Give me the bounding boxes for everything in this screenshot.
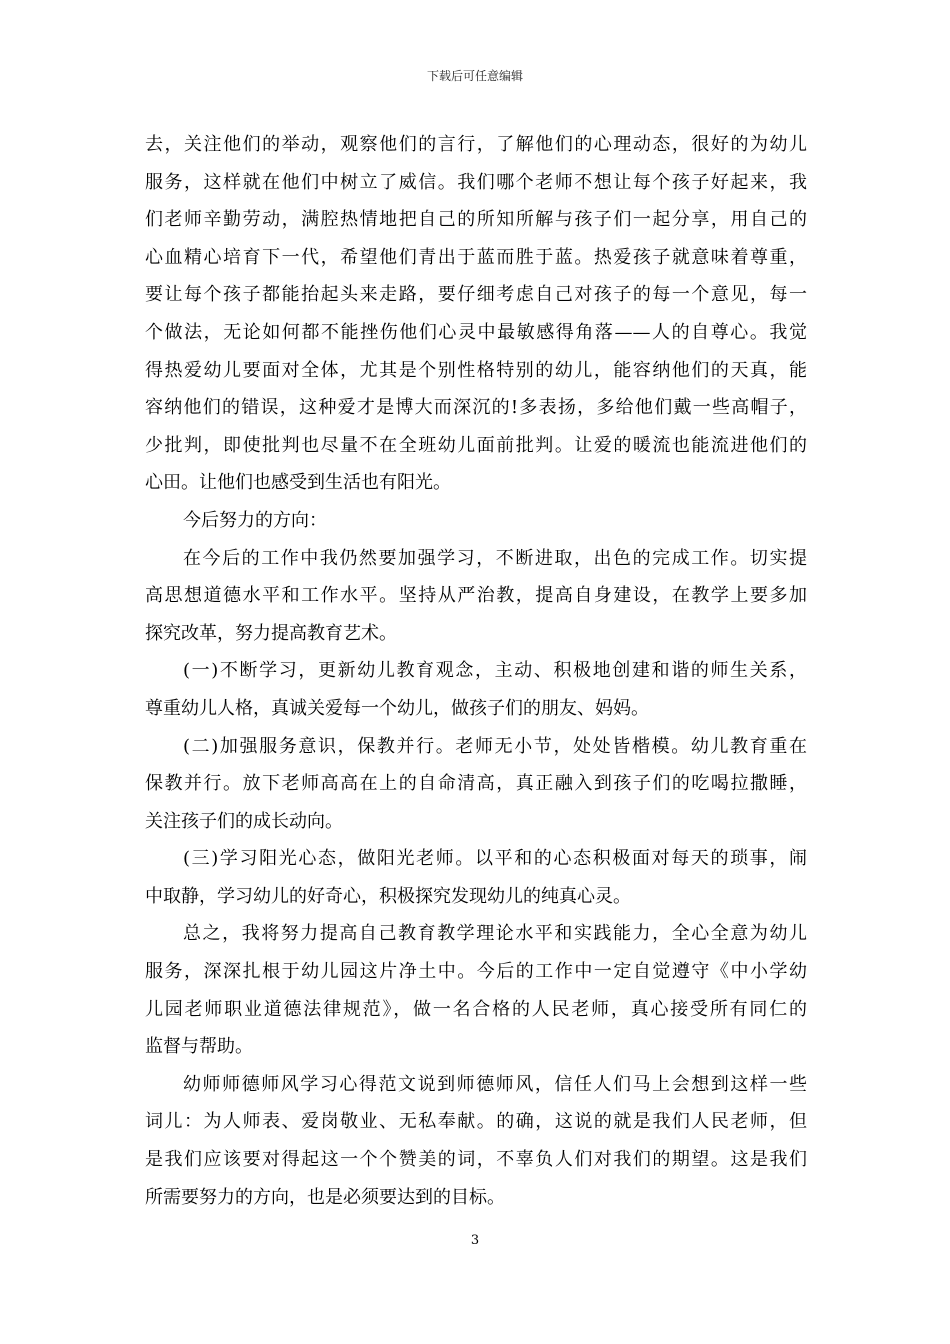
text-line: 监督与帮助。	[145, 1036, 253, 1058]
text-line: 心血精心培育下一代，希望他们青出于蓝而胜于蓝。热爱孩子就意味着尊重，	[145, 246, 807, 268]
text-line: 幼师师德师风学习心得范文说到师德师风，信任人们马上会想到这样一些	[183, 1073, 807, 1095]
text-line: 心田。让他们也感受到生活也有阳光。	[145, 472, 451, 494]
text-line: 中取静，学习幼儿的好奇心，积极探究发现幼儿的纯真心灵。	[145, 885, 631, 907]
text-line: 少批判，即使批判也尽量不在全班幼儿面前批判。让爱的暖流也能流进他们的	[145, 434, 807, 456]
text-line: 所需要努力的方向，也是必须要达到的目标。	[145, 1186, 505, 1208]
text-line: 们老师辛勤劳动，满腔热情地把自己的所知所解与孩子们一起分享，用自己的	[145, 209, 807, 231]
text-line: (二)加强服务意识，保教并行。老师无小节，处处皆楷模。幼儿教育重在	[183, 735, 807, 757]
text-line: 保教并行。放下老师高高在上的自命清高，真正融入到孩子们的吃喝拉撒睡，	[145, 773, 807, 795]
document-body	[145, 126, 807, 1216]
text-line: 词儿：为人师表、爱岗敬业、无私奉献。的确，这说的就是我们人民老师，但	[145, 1111, 807, 1133]
text-line: 关注孩子们的成长动向。	[145, 810, 343, 832]
text-line: 儿园老师职业道德法律规范》，做一名合格的人民老师，真心接受所有同仁的	[145, 998, 807, 1020]
text-line: 服务，深深扎根于幼儿园这片净土中。今后的工作中一定自觉遵守《中小学幼	[145, 961, 807, 983]
text-line: 得热爱幼儿要面对全体，尤其是个别性格特别的幼儿，能容纳他们的天真，能	[145, 359, 807, 381]
page-header: 下载后可任意编辑	[426, 69, 523, 83]
text-line: 总之，我将努力提高自己教育教学理论水平和实践能力，全心全意为幼儿	[183, 923, 807, 945]
text-line: (三)学习阳光心态，做阳光老师。以平和的心态积极面对每天的琐事，闹	[183, 848, 807, 870]
text-line: 尊重幼儿人格，真诚关爱每一个幼儿，做孩子们的朋友、妈妈。	[145, 697, 649, 719]
text-line: 要让每个孩子都能抬起头来走路，要仔细考虑自己对孩子的每一个意见，每一	[145, 284, 807, 306]
text-line: 在今后的工作中我仍然要加强学习，不断进取，出色的完成工作。切实提	[183, 547, 807, 569]
text-line: 去，关注他们的举动，观察他们的言行，了解他们的心理动态，很好的为幼儿	[145, 134, 807, 155]
text-line: 探究改革，努力提高教育艺术。	[145, 622, 397, 644]
text-line: 是我们应该要对得起这一个个赞美的词，不辜负人们对我们的期望。这是我们	[145, 1149, 807, 1171]
text-line: 高思想道德水平和工作水平。坚持从严治教，提高自身建设，在教学上要多加	[145, 585, 807, 607]
page-number: 3	[470, 1233, 480, 1248]
text-line: 容纳他们的错误，这种爱才是博大而深沉的!多表扬，多给他们戴一些高帽子，	[145, 397, 807, 419]
text-line: (一)不断学习，更新幼儿教育观念，主动、积极地创建和谐的师生关系，	[183, 660, 807, 682]
text-line: 今后努力的方向：	[183, 509, 327, 531]
text-line: 服务，这样就在他们中树立了威信。我们哪个老师不想让每个孩子好起来，我	[145, 171, 807, 193]
text-line: 个做法，无论如何都不能挫伤他们心灵中最敏感得角落——人的自尊心。我觉	[145, 321, 807, 343]
